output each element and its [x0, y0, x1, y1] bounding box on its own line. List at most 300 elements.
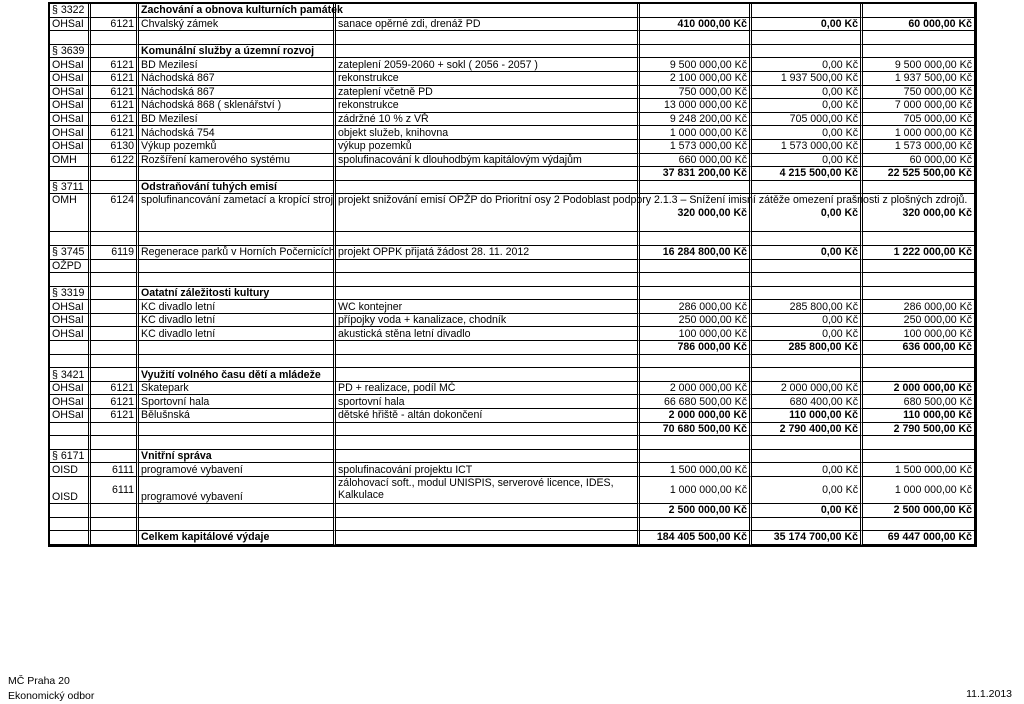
- cell-amount-budget: 320 000,00 Kč: [863, 194, 975, 232]
- cell-amount-budget: [863, 273, 975, 287]
- cell-description: [336, 273, 640, 287]
- cell-amount-total: 13 000 000,00 Kč: [640, 99, 752, 113]
- cell-amount-budget: 7 000 000,00 Kč: [863, 99, 975, 113]
- cell-paragraph: OHSaI: [50, 395, 91, 409]
- cell-paragraph: [50, 341, 91, 355]
- cell-amount-total: [640, 4, 752, 18]
- cell-paragraph: [50, 518, 91, 532]
- cell-item-code: [91, 4, 139, 18]
- table-row: [50, 181, 975, 195]
- cell-description: dětské hřiště - altán dokončení: [336, 409, 640, 423]
- cell-item-code: [91, 287, 139, 301]
- cell-description: projekt OPPK přijatá žádost 28. 11. 2012: [336, 246, 640, 260]
- cell-project-name: KC divadlo letní: [139, 300, 336, 314]
- cell-paragraph: OHSaI: [50, 126, 91, 140]
- table-row: [50, 232, 975, 246]
- cell-project-name: Oatatní záležitosti kultury: [139, 287, 336, 301]
- footer-municipality: MČ Praha 20: [8, 675, 70, 687]
- cell-item-code: 6121: [91, 126, 139, 140]
- cell-item-code: 6121: [91, 58, 139, 72]
- cell-description: [336, 368, 640, 382]
- cell-description: [336, 450, 640, 464]
- cell-amount-spent: 0,00 Kč: [752, 504, 863, 518]
- cell-project-name: KC divadlo letní: [139, 327, 336, 341]
- cell-project-name: Náchodská 867: [139, 72, 336, 86]
- cell-amount-spent: 2 790 400,00 Kč: [752, 423, 863, 437]
- cell-description: zateplení včetně PD: [336, 86, 640, 100]
- cell-amount-budget: 1 500 000,00 Kč: [863, 463, 975, 477]
- cell-amount-spent: 0,00 Kč: [752, 194, 863, 232]
- cell-amount-spent: 2 000 000,00 Kč: [752, 382, 863, 396]
- cell-amount-total: 100 000,00 Kč: [640, 327, 752, 341]
- cell-amount-total: 1 573 000,00 Kč: [640, 140, 752, 154]
- cell-amount-spent: [752, 518, 863, 532]
- cell-description: [336, 167, 640, 181]
- cell-project-name: KC divadlo letní: [139, 314, 336, 328]
- cell-project-name: Komunální služby a územní rozvoj: [139, 45, 336, 59]
- cell-amount-total: 286 000,00 Kč: [640, 300, 752, 314]
- table-row: [50, 4, 975, 18]
- cell-project-name: Sportovní hala: [139, 395, 336, 409]
- cell-description: zálohovací soft., modul UNISPIS, serverové licence, IDES, Kalkulace: [336, 477, 640, 504]
- cell-amount-spent: [752, 436, 863, 450]
- cell-item-code: [91, 504, 139, 518]
- cell-amount-spent: 0,00 Kč: [752, 99, 863, 113]
- table-row: [50, 327, 975, 341]
- cell-amount-budget: 69 447 000,00 Kč: [863, 531, 975, 545]
- cell-project-name: Skatepark: [139, 382, 336, 396]
- cell-item-code: [91, 531, 139, 545]
- cell-paragraph: § 3711: [50, 181, 91, 195]
- cell-paragraph: OHSaI: [50, 300, 91, 314]
- cell-project-name: Vnitřní správa: [139, 450, 336, 464]
- cell-paragraph: OMH: [50, 154, 91, 168]
- cell-project-name: Rozšíření kamerového systému: [139, 154, 336, 168]
- table-row: [50, 99, 975, 113]
- cell-description: rekonstrukce: [336, 72, 640, 86]
- cell-item-code: 6111: [91, 463, 139, 477]
- cell-description: WC kontejner: [336, 300, 640, 314]
- cell-paragraph: OHSaI: [50, 327, 91, 341]
- table-row: [50, 300, 975, 314]
- cell-amount-total: 2 100 000,00 Kč: [640, 72, 752, 86]
- table-row: [50, 86, 975, 100]
- cell-amount-budget: [863, 368, 975, 382]
- cell-amount-spent: 35 174 700,00 Kč: [752, 531, 863, 545]
- cell-item-code: 6121: [91, 99, 139, 113]
- cell-project-name: [139, 341, 336, 355]
- cell-item-code: [91, 368, 139, 382]
- table-row: [50, 368, 975, 382]
- budget-table-body: [50, 4, 975, 545]
- cell-amount-total: 1 000 000,00 Kč: [640, 126, 752, 140]
- table-row: [50, 58, 975, 72]
- cell-amount-budget: 750 000,00 Kč: [863, 86, 975, 100]
- cell-amount-total: 320 000,00 Kč: [640, 194, 752, 232]
- cell-amount-budget: 680 500,00 Kč: [863, 395, 975, 409]
- table-row: [50, 72, 975, 86]
- table-row: [50, 126, 975, 140]
- cell-description: [336, 436, 640, 450]
- table-row: [50, 450, 975, 464]
- cell-paragraph: [50, 31, 91, 45]
- cell-description: [336, 31, 640, 45]
- table-row: [50, 382, 975, 396]
- cell-description: objekt služeb, knihovna: [336, 126, 640, 140]
- cell-amount-total: [640, 181, 752, 195]
- cell-amount-budget: 2 500 000,00 Kč: [863, 504, 975, 518]
- cell-paragraph: OMH: [50, 194, 91, 232]
- cell-amount-budget: 286 000,00 Kč: [863, 300, 975, 314]
- footer-department: Ekonomický odbor: [8, 690, 95, 702]
- cell-paragraph: § 3319: [50, 287, 91, 301]
- cell-paragraph: OHSaI: [50, 18, 91, 32]
- cell-amount-total: [640, 368, 752, 382]
- cell-paragraph: OHSaI: [50, 113, 91, 127]
- cell-description: sanace opěrné zdi, drenáž PD: [336, 18, 640, 32]
- cell-amount-spent: [752, 260, 863, 274]
- cell-amount-spent: [752, 45, 863, 59]
- cell-amount-spent: 0,00 Kč: [752, 314, 863, 328]
- table-row: [50, 113, 975, 127]
- cell-amount-total: [640, 287, 752, 301]
- cell-amount-budget: [863, 260, 975, 274]
- cell-amount-spent: [752, 287, 863, 301]
- cell-amount-total: 184 405 500,00 Kč: [640, 531, 752, 545]
- table-row: [50, 409, 975, 423]
- cell-amount-total: 70 680 500,00 Kč: [640, 423, 752, 437]
- cell-project-name: Náchodská 868 ( sklenářství ): [139, 99, 336, 113]
- footer-organization: [8, 674, 94, 704]
- table-row: [50, 423, 975, 437]
- cell-paragraph: [50, 273, 91, 287]
- cell-item-code: [91, 273, 139, 287]
- table-row: [50, 518, 975, 532]
- cell-amount-total: 410 000,00 Kč: [640, 18, 752, 32]
- cell-description: [336, 232, 640, 246]
- cell-description: PD + realizace, podíl MČ: [336, 382, 640, 396]
- cell-amount-budget: [863, 4, 975, 18]
- cell-amount-budget: [863, 181, 975, 195]
- cell-amount-total: [640, 45, 752, 59]
- cell-paragraph: § 3639: [50, 45, 91, 59]
- cell-paragraph: OHSaI: [50, 314, 91, 328]
- cell-project-name: [139, 355, 336, 369]
- cell-item-code: [91, 518, 139, 532]
- cell-amount-budget: 110 000,00 Kč: [863, 409, 975, 423]
- cell-description: přípojky voda + kanalizace, chodník: [336, 314, 640, 328]
- cell-amount-budget: 1 222 000,00 Kč: [863, 246, 975, 260]
- cell-paragraph: [50, 531, 91, 545]
- cell-amount-budget: [863, 518, 975, 532]
- cell-amount-budget: 1 000 000,00 Kč: [863, 126, 975, 140]
- budget-table: [48, 2, 977, 547]
- table-row: [50, 45, 975, 59]
- table-row: [50, 260, 975, 274]
- cell-project-name: spolufinancování zametací a kropící stroj: [139, 194, 336, 232]
- cell-project-name: [139, 232, 336, 246]
- cell-amount-spent: 285 800,00 Kč: [752, 341, 863, 355]
- cell-amount-spent: 1 573 000,00 Kč: [752, 140, 863, 154]
- table-row: [50, 477, 975, 504]
- footer-date: 11.1.2013: [966, 688, 1012, 700]
- cell-item-code: [91, 260, 139, 274]
- cell-project-name: BD Mezilesí: [139, 58, 336, 72]
- cell-paragraph: [50, 167, 91, 181]
- cell-amount-spent: 0,00 Kč: [752, 246, 863, 260]
- cell-item-code: 6124: [91, 194, 139, 232]
- cell-project-name: BD Mezilesí: [139, 113, 336, 127]
- cell-description: spolufinacování projektu ICT: [336, 463, 640, 477]
- cell-item-code: 6119: [91, 246, 139, 260]
- cell-description: [336, 423, 640, 437]
- cell-amount-budget: [863, 355, 975, 369]
- cell-description: [336, 355, 640, 369]
- cell-amount-total: [640, 273, 752, 287]
- cell-project-name: Regenerace parků v Horních Počernicích: [141, 246, 335, 259]
- table-row: [50, 504, 975, 518]
- cell-paragraph: § 3745: [50, 246, 91, 260]
- cell-amount-total: [640, 450, 752, 464]
- cell-amount-budget: 60 000,00 Kč: [863, 154, 975, 168]
- cell-paragraph: [50, 504, 91, 518]
- cell-amount-total: [640, 355, 752, 369]
- cell-amount-spent: 4 215 500,00 Kč: [752, 167, 863, 181]
- cell-amount-spent: [752, 355, 863, 369]
- cell-paragraph: OHSaI: [50, 409, 91, 423]
- cell-amount-spent: [752, 181, 863, 195]
- cell-project-name: [139, 273, 336, 287]
- cell-description: [336, 181, 640, 195]
- cell-description: [336, 341, 640, 355]
- cell-amount-budget: 2 790 500,00 Kč: [863, 423, 975, 437]
- cell-amount-spent: 285 800,00 Kč: [752, 300, 863, 314]
- cell-amount-total: 1 500 000,00 Kč: [640, 463, 752, 477]
- cell-amount-spent: 0,00 Kč: [752, 58, 863, 72]
- cell-project-name: Chvalský zámek: [139, 18, 336, 32]
- cell-description: [336, 287, 640, 301]
- cell-item-code: 6122: [91, 154, 139, 168]
- table-row: [50, 167, 975, 181]
- cell-project-name: Náchodská 754: [139, 126, 336, 140]
- cell-amount-spent: 0,00 Kč: [752, 463, 863, 477]
- cell-amount-budget: 705 000,00 Kč: [863, 113, 975, 127]
- cell-item-code: 6121: [91, 72, 139, 86]
- table-row: [50, 531, 975, 545]
- cell-item-code: 6111: [91, 477, 139, 504]
- cell-description: akustická stěna letní divadlo: [336, 327, 640, 341]
- cell-description: [336, 45, 640, 59]
- cell-amount-budget: 9 500 000,00 Kč: [863, 58, 975, 72]
- cell-amount-total: 2 000 000,00 Kč: [640, 382, 752, 396]
- cell-project-name: [139, 518, 336, 532]
- cell-paragraph: § 3421: [50, 368, 91, 382]
- cell-item-code: 6121: [91, 409, 139, 423]
- cell-item-code: 6121: [91, 395, 139, 409]
- cell-description: [336, 4, 640, 18]
- cell-project-name: [139, 167, 336, 181]
- cell-project-name: Zachování a obnova kulturních památek: [141, 4, 343, 17]
- cell-amount-total: 1 000 000,00 Kč: [640, 477, 752, 504]
- cell-amount-spent: 0,00 Kč: [752, 154, 863, 168]
- cell-project-name: [139, 436, 336, 450]
- cell-paragraph: OISD: [50, 477, 91, 504]
- cell-paragraph: OHSaI: [50, 58, 91, 72]
- cell-project-name: Bělušnská: [139, 409, 336, 423]
- cell-item-code: 6121: [91, 113, 139, 127]
- cell-item-code: [91, 341, 139, 355]
- table-row: [50, 341, 975, 355]
- cell-amount-total: [640, 518, 752, 532]
- cell-paragraph: [50, 232, 91, 246]
- cell-amount-spent: 0,00 Kč: [752, 327, 863, 341]
- cell-project-name: Výkup pozemků: [139, 140, 336, 154]
- cell-description: zateplení 2059-2060 + sokl ( 2056 - 2057 ): [336, 58, 640, 72]
- cell-item-code: 6130: [91, 140, 139, 154]
- cell-item-code: 6121: [91, 86, 139, 100]
- cell-description: spolufinacování k dlouhodbým kapitálovým výdajům: [336, 154, 640, 168]
- cell-amount-spent: [752, 4, 863, 18]
- cell-description: sportovní hala: [336, 395, 640, 409]
- cell-item-code: 6121: [91, 382, 139, 396]
- cell-project-name: Náchodská 867: [139, 86, 336, 100]
- cell-paragraph: OHSaI: [50, 99, 91, 113]
- cell-amount-budget: 1 573 000,00 Kč: [863, 140, 975, 154]
- cell-amount-total: 9 500 000,00 Kč: [640, 58, 752, 72]
- cell-amount-total: 2 000 000,00 Kč: [640, 409, 752, 423]
- cell-amount-total: 250 000,00 Kč: [640, 314, 752, 328]
- cell-item-code: [91, 355, 139, 369]
- cell-paragraph: OISD: [50, 463, 91, 477]
- cell-amount-total: 37 831 200,00 Kč: [640, 167, 752, 181]
- cell-description: rekonstrukce: [336, 99, 640, 113]
- cell-amount-spent: [752, 368, 863, 382]
- table-row: [50, 246, 975, 260]
- cell-amount-spent: 705 000,00 Kč: [752, 113, 863, 127]
- cell-paragraph: OHSaI: [50, 140, 91, 154]
- table-row: [50, 18, 975, 32]
- cell-paragraph: OHSaI: [50, 382, 91, 396]
- cell-project-name: Využití volného času dětí a mládeže: [139, 368, 336, 382]
- cell-amount-spent: [752, 450, 863, 464]
- cell-item-code: [91, 181, 139, 195]
- cell-amount-budget: 100 000,00 Kč: [863, 327, 975, 341]
- cell-item-code: [91, 232, 139, 246]
- cell-project-name: programové vybavení: [139, 477, 336, 504]
- cell-paragraph: [50, 355, 91, 369]
- cell-amount-spent: 680 400,00 Kč: [752, 395, 863, 409]
- cell-item-code: [91, 167, 139, 181]
- table-row: [50, 395, 975, 409]
- cell-description: [336, 260, 640, 274]
- cell-description: [336, 531, 640, 545]
- cell-amount-budget: [863, 436, 975, 450]
- cell-paragraph: § 3322: [50, 4, 91, 18]
- cell-amount-total: [640, 260, 752, 274]
- cell-description: [336, 518, 640, 532]
- cell-description: výkup pozemků: [336, 140, 640, 154]
- cell-amount-spent: 1 937 500,00 Kč: [752, 72, 863, 86]
- table-row: [50, 273, 975, 287]
- cell-amount-budget: 22 525 500,00 Kč: [863, 167, 975, 181]
- cell-amount-budget: 1 937 500,00 Kč: [863, 72, 975, 86]
- cell-amount-budget: 250 000,00 Kč: [863, 314, 975, 328]
- table-row: [50, 287, 975, 301]
- cell-amount-spent: [752, 232, 863, 246]
- cell-paragraph: [50, 436, 91, 450]
- cell-amount-budget: 1 000 000,00 Kč: [863, 477, 975, 504]
- cell-project-name: Celkem kapitálové výdaje: [139, 531, 336, 545]
- table-row: [50, 31, 975, 45]
- cell-amount-budget: 2 000 000,00 Kč: [863, 382, 975, 396]
- cell-item-code: [91, 45, 139, 59]
- cell-amount-spent: [752, 31, 863, 45]
- table-row: [50, 140, 975, 154]
- cell-paragraph: § 6171: [50, 450, 91, 464]
- table-row: [50, 194, 975, 232]
- cell-amount-spent: [752, 273, 863, 287]
- cell-amount-spent: 0,00 Kč: [752, 18, 863, 32]
- cell-item-code: [91, 314, 139, 328]
- cell-amount-budget: [863, 31, 975, 45]
- cell-amount-total: [640, 31, 752, 45]
- cell-item-code: 6121: [91, 18, 139, 32]
- cell-amount-spent: 110 000,00 Kč: [752, 409, 863, 423]
- cell-description: [336, 504, 640, 518]
- cell-description: projekt snižování emisí OPŽP do Prioritní osy 2 Podoblast podpory 2.1.3 – Snížení imisní zátěže omezení prašnosti z plošných zdrojů.: [336, 194, 640, 232]
- table-row: [50, 355, 975, 369]
- cell-project-name: [139, 504, 336, 518]
- cell-amount-budget: [863, 287, 975, 301]
- cell-amount-budget: [863, 45, 975, 59]
- cell-paragraph: [50, 423, 91, 437]
- cell-amount-spent: 0,00 Kč: [752, 86, 863, 100]
- cell-amount-total: [640, 436, 752, 450]
- cell-amount-total: 2 500 000,00 Kč: [640, 504, 752, 518]
- cell-paragraph: OŽPD: [50, 260, 91, 274]
- cell-paragraph: OHSaI: [50, 72, 91, 86]
- cell-amount-total: [640, 232, 752, 246]
- cell-amount-budget: [863, 450, 975, 464]
- cell-description: zádržné 10 % z VŘ: [336, 113, 640, 127]
- cell-project-name: programové vybavení: [139, 463, 336, 477]
- cell-amount-total: 9 248 200,00 Kč: [640, 113, 752, 127]
- cell-amount-total: 66 680 500,00 Kč: [640, 395, 752, 409]
- cell-amount-total: 750 000,00 Kč: [640, 86, 752, 100]
- cell-project-name: Odstraňování tuhých emisí: [139, 181, 336, 195]
- cell-item-code: [91, 31, 139, 45]
- table-row: [50, 154, 975, 168]
- cell-item-code: [91, 423, 139, 437]
- cell-item-code: [91, 436, 139, 450]
- cell-amount-budget: 60 000,00 Kč: [863, 18, 975, 32]
- cell-amount-spent: 0,00 Kč: [752, 126, 863, 140]
- cell-item-code: [91, 450, 139, 464]
- cell-amount-budget: 636 000,00 Kč: [863, 341, 975, 355]
- cell-project-name: [139, 260, 336, 274]
- table-row: [50, 436, 975, 450]
- cell-amount-total: 660 000,00 Kč: [640, 154, 752, 168]
- cell-item-code: [91, 300, 139, 314]
- cell-amount-spent: 0,00 Kč: [752, 477, 863, 504]
- cell-amount-budget: [863, 232, 975, 246]
- cell-paragraph: OHSaI: [50, 86, 91, 100]
- cell-item-code: [91, 327, 139, 341]
- cell-project-name: [139, 31, 336, 45]
- table-row: [50, 463, 975, 477]
- cell-project-name: [139, 423, 336, 437]
- table-row: [50, 314, 975, 328]
